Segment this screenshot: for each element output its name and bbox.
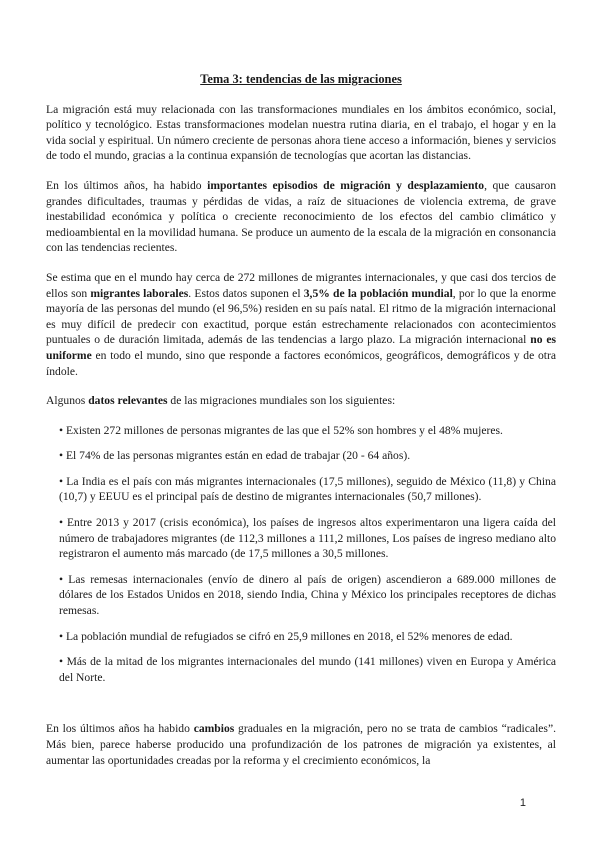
- bold-text: no es uniforme: [46, 333, 556, 362]
- paragraph-episodes: [46, 178, 556, 256]
- spacer: [46, 695, 556, 721]
- paragraph-statistics: [46, 270, 556, 379]
- bold-text: 3,5% de la población mundial: [303, 286, 453, 300]
- text-run: , por lo que la enorme mayoría de las personas del mundo (el 96,5%) residen en su país natal. El ritmo de la migración internacional es muy difícil de predecir con exactitud, porque están estrechamente relacionados con acontecimientos puntuales o de duración limitada, además de las tendencias a largo plazo. La migración internacional: [46, 286, 557, 347]
- bold-text: importantes episodios de migración y desplazamiento: [207, 178, 485, 192]
- text-run: de las migraciones mundiales son los siguientes:: [167, 394, 396, 408]
- bullet-list: [46, 423, 556, 686]
- list-item: • El 74% de las personas migrantes están en edad de trabajar (20 - 64 años).: [59, 449, 411, 463]
- text-run: graduales en la migración, pero no se trata de cambios “radicales”. Más bien, parece haberse producido una profundización de los patrones de migración ya existentes, al aumentar las oportunidades creadas por la reforma y el crecimiento económicos, la: [46, 722, 556, 767]
- list-item: • La India es el país con más migrantes internacionales (17,5 millones), seguido de México (11,8) y China (10,7) y EEUU es el principal país de destino de migrantes internacionales (50,7 millones).: [59, 474, 556, 504]
- paragraph-data-intro: [46, 393, 556, 409]
- paragraph-changes: [46, 721, 556, 768]
- bold-text: cambios: [193, 722, 235, 736]
- paragraph-intro: La migración está muy relacionada con las transformaciones mundiales en los ámbitos económico, social, político y tecnológico. Estas transformaciones modelan nuestra rutina diaria, en el trabajo, el hogar y en la vida social y espiritual. Un número creciente de personas ahora tiene acceso a información, bienes y servicios de todo el mundo, gracias a la continua expansión de tecnologías que acortan las distancias.: [46, 102, 556, 163]
- text-run: . Estos datos suponen el: [188, 286, 304, 300]
- document-title: Tema 3: tendencias de las migraciones: [200, 72, 402, 86]
- text-run: Se estima que en el mundo hay cerca de 272 millones de migrantes internacionales, y que casi dos tercios de ellos son: [46, 270, 556, 300]
- text-run: En los últimos años, ha habido: [46, 178, 208, 192]
- list-item: • Las remesas internacionales (envío de dinero al país de origen) ascendieron a 689.000 millones de dólares de los Estados Unidos en 2018, siendo India, China y México los principales receptores de dichas remesas.: [59, 572, 556, 618]
- text-run: , que causaron grandes dificultades, traumas y pérdidas de vidas, a raíz de situaciones de violencia extrema, de grave inestabilidad económica y política o creciente reconocimiento de los efectos del cambio climático y medioambiental en la movilidad humana. Se produce un aumento de la escala de la migración en consonancia con las tendencias recientes.: [46, 178, 556, 255]
- text-run: en todo el mundo, sino que responde a factores económicos, geográficos, demográficos y de otra índole.: [46, 348, 556, 378]
- page-number: 1: [519, 797, 526, 809]
- document-page: [46, 72, 556, 782]
- list-item: • Existen 272 millones de personas migrantes de las que el 52% son hombres y el 48% mujeres.: [59, 423, 503, 437]
- bold-text: datos relevantes: [88, 394, 168, 408]
- list-item: • La población mundial de refugiados se cifró en 25,9 millones en 2018, el 52% menores de edad.: [59, 629, 513, 643]
- list-item: • Más de la mitad de los migrantes internacionales del mundo (141 millones) viven en Europa y América del Norte.: [59, 655, 556, 684]
- bold-text: migrantes laborales: [90, 286, 189, 300]
- text-run: Algunos: [46, 394, 89, 408]
- list-item: • Entre 2013 y 2017 (crisis económica), los países de ingresos altos experimentaron una ligera caída del número de trabajadores migrantes (de 112,3 millones a 111,2 millones, Los países de ingreso mediano alto registraron el aumento más marcado (de 17,5 millones a 30,5 millones.: [59, 516, 556, 561]
- text-run: En los últimos años ha habido: [46, 722, 194, 736]
